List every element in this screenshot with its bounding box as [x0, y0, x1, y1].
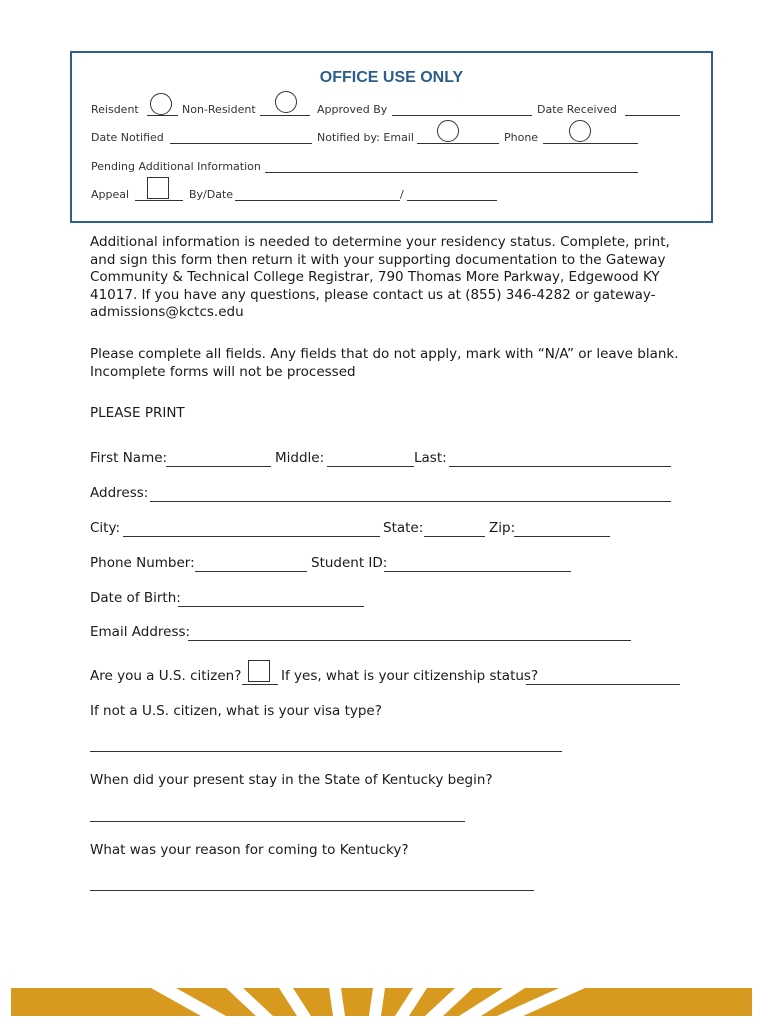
- date-received-label: Date Received: [537, 103, 617, 116]
- state-label: State:: [383, 520, 424, 536]
- non-resident-line[interactable]: [260, 115, 310, 116]
- resident-checkbox[interactable]: [150, 93, 172, 115]
- notified-phone-line[interactable]: [543, 143, 638, 144]
- notified-email-checkbox[interactable]: [437, 120, 459, 142]
- resident-line[interactable]: [147, 115, 178, 116]
- middle-name-label: Middle:: [275, 450, 325, 466]
- us-citizen-checkbox[interactable]: [248, 660, 270, 682]
- dob-label: Date of Birth:: [90, 590, 181, 606]
- reason-field[interactable]: [90, 890, 534, 891]
- date-notified-label: Date Notified: [91, 131, 164, 144]
- intro-paragraph: Additional information is needed to determine your residency status. Complete, print, and sign this form then return it with your supporting documentation to the Gateway Community & Technical College Registrar, 790 Thomas More Parkway, Edgewood KY 41017. If you have any questions, please contact us at (855) 346-4282 or gateway-admissions@kctcs.edu: [90, 234, 670, 320]
- last-name-label: Last:: [414, 450, 447, 466]
- date-received-field[interactable]: [625, 115, 680, 116]
- us-citizen-label: Are you a U.S. citizen?: [90, 668, 242, 684]
- please-print-heading: PLEASE PRINT: [90, 405, 185, 421]
- citizenship-status-field[interactable]: [526, 684, 680, 685]
- pending-info-field[interactable]: [265, 172, 638, 173]
- first-name-label: First Name:: [90, 450, 168, 466]
- by-date-field[interactable]: [235, 200, 400, 201]
- phone-label: Phone: [504, 131, 539, 144]
- resident-label: Reisdent: [91, 103, 139, 116]
- zip-field[interactable]: [514, 536, 610, 537]
- sunburst-decoration: [11, 988, 752, 1016]
- non-resident-label: Non-Resident: [182, 103, 256, 116]
- email-label: Email Address:: [90, 624, 191, 640]
- email-field[interactable]: [188, 640, 631, 641]
- city-field[interactable]: [123, 536, 380, 537]
- notified-by-email-label: Notified by: Email: [317, 131, 414, 144]
- appeal-checkbox[interactable]: [147, 177, 169, 199]
- phone-number-field[interactable]: [195, 571, 307, 572]
- approved-by-field[interactable]: [392, 115, 532, 116]
- city-label: City:: [90, 520, 121, 536]
- reason-label: What was your reason for coming to Kentucky?: [90, 842, 409, 858]
- notified-phone-checkbox[interactable]: [569, 120, 591, 142]
- us-citizen-line[interactable]: [242, 684, 278, 685]
- address-field[interactable]: [150, 501, 671, 502]
- office-use-title: OFFICE USE ONLY: [319, 69, 464, 86]
- appeal-label: Appeal: [91, 188, 130, 201]
- by-date-label: By/Date: [189, 188, 234, 201]
- pending-info-label: Pending Additional Information: [91, 160, 261, 173]
- visa-type-field[interactable]: [90, 751, 562, 752]
- visa-type-label: If not a U.S. citizen, what is your visa type?: [90, 703, 382, 719]
- phone-number-label: Phone Number:: [90, 555, 195, 571]
- student-id-field[interactable]: [384, 571, 571, 572]
- by-date-slash: /: [400, 188, 404, 201]
- non-resident-checkbox[interactable]: [275, 91, 297, 113]
- office-use-section: [70, 51, 713, 223]
- notified-email-line[interactable]: [417, 143, 499, 144]
- zip-label: Zip:: [489, 520, 516, 536]
- kentucky-stay-field[interactable]: [90, 821, 465, 822]
- state-field[interactable]: [424, 536, 485, 537]
- approved-by-label: Approved By: [317, 103, 388, 116]
- kentucky-stay-label: When did your present stay in the State of Kentucky begin?: [90, 772, 493, 788]
- student-id-label: Student ID:: [311, 555, 388, 571]
- first-name-field[interactable]: [166, 466, 271, 467]
- address-label: Address:: [90, 485, 149, 501]
- by-date-field-2[interactable]: [407, 200, 497, 201]
- instructions-paragraph: Please complete all fields. Any fields that do not apply, mark with “N/A” or leave blank. Incomplete forms will not be processed: [90, 346, 679, 380]
- footer-banner: [11, 988, 752, 1016]
- citizenship-status-label: If yes, what is your citizenship status?: [281, 668, 539, 684]
- last-name-field[interactable]: [449, 466, 671, 467]
- appeal-line[interactable]: [135, 200, 183, 201]
- date-notified-field[interactable]: [170, 143, 312, 144]
- middle-name-field[interactable]: [327, 466, 414, 467]
- dob-field[interactable]: [178, 606, 364, 607]
